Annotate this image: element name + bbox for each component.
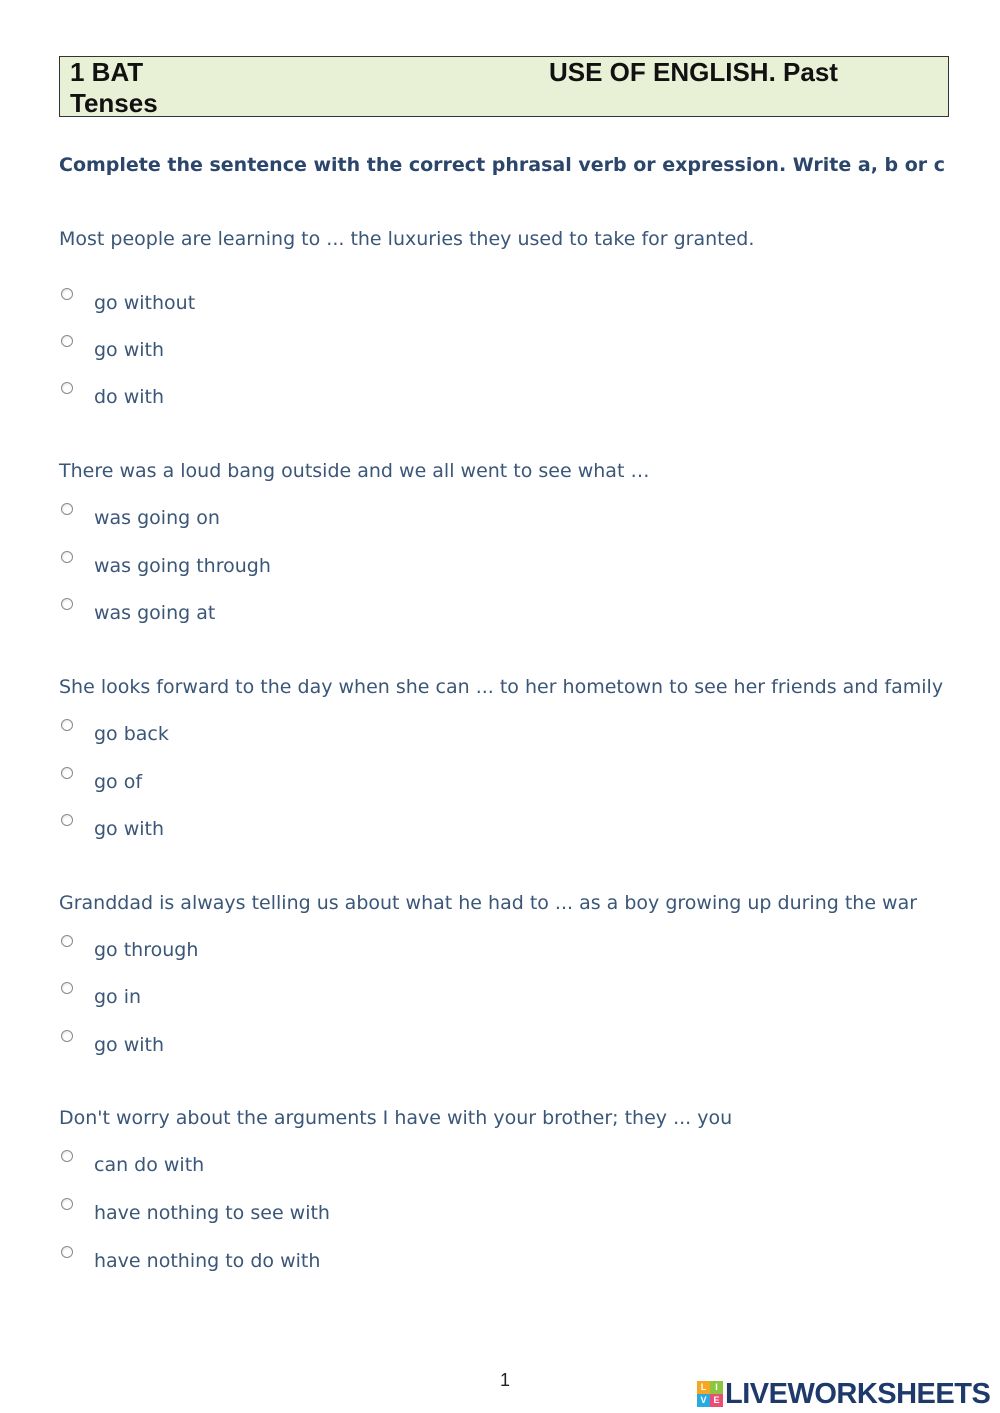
- option-label: was going through: [94, 555, 271, 577]
- logo-mark-icon: [697, 1381, 723, 1407]
- radio-button[interactable]: [61, 503, 73, 515]
- logo-text: LIVEWORKSHEETS: [725, 1377, 991, 1410]
- liveworksheets-logo: [697, 1378, 990, 1410]
- option-label: was going on: [94, 507, 220, 529]
- logo-letter: V: [697, 1394, 710, 1407]
- question-2-text: There was a loud bang outside and we all went to see what …: [59, 460, 650, 482]
- header-title: USE OF ENGLISH. Past: [549, 57, 838, 87]
- logo-letter: E: [710, 1394, 723, 1407]
- option-label: go back: [94, 723, 169, 745]
- radio-button[interactable]: [61, 288, 73, 300]
- option-label: go of: [94, 771, 143, 793]
- radio-button[interactable]: [61, 814, 73, 826]
- question-4-text: Granddad is always telling us about what he had to ... as a boy growing up during the war: [59, 892, 918, 914]
- logo-letter: I: [710, 1381, 723, 1394]
- option-label: do with: [94, 386, 165, 408]
- header-topic: Tenses: [70, 88, 158, 118]
- option-label: go without: [94, 292, 196, 314]
- option-label: go in: [94, 986, 142, 1008]
- header-level: 1 BAT: [70, 57, 144, 87]
- radio-button[interactable]: [61, 767, 73, 779]
- radio-button[interactable]: [61, 335, 73, 347]
- option-label: go through: [94, 939, 199, 961]
- option-label: go with: [94, 1034, 165, 1056]
- option-label: have nothing to do with: [94, 1250, 321, 1272]
- option-label: was going at: [94, 602, 216, 624]
- logo-letter: L: [697, 1381, 710, 1394]
- radio-button[interactable]: [61, 935, 73, 947]
- radio-button[interactable]: [61, 382, 73, 394]
- title-box: [59, 56, 949, 117]
- radio-button[interactable]: [61, 1198, 73, 1210]
- radio-button[interactable]: [61, 719, 73, 731]
- radio-button[interactable]: [61, 1030, 73, 1042]
- radio-button[interactable]: [61, 551, 73, 563]
- page-number: 1: [500, 1370, 511, 1390]
- radio-button[interactable]: [61, 1150, 73, 1162]
- option-label: go with: [94, 818, 165, 840]
- question-3-text: She looks forward to the day when she can ... to her hometown to see her friends and family: [59, 676, 944, 698]
- option-label: can do with: [94, 1154, 205, 1176]
- question-1-text: Most people are learning to ... the luxuries they used to take for granted.: [59, 228, 755, 250]
- radio-button[interactable]: [61, 982, 73, 994]
- question-5-text: Don't worry about the arguments I have with your brother; they ... you: [59, 1107, 733, 1129]
- radio-button[interactable]: [61, 598, 73, 610]
- option-label: have nothing to see with: [94, 1202, 330, 1224]
- radio-button[interactable]: [61, 1246, 73, 1258]
- instructions: Complete the sentence with the correct phrasal verb or expression. Write a, b or c: [59, 154, 946, 176]
- option-label: go with: [94, 339, 165, 361]
